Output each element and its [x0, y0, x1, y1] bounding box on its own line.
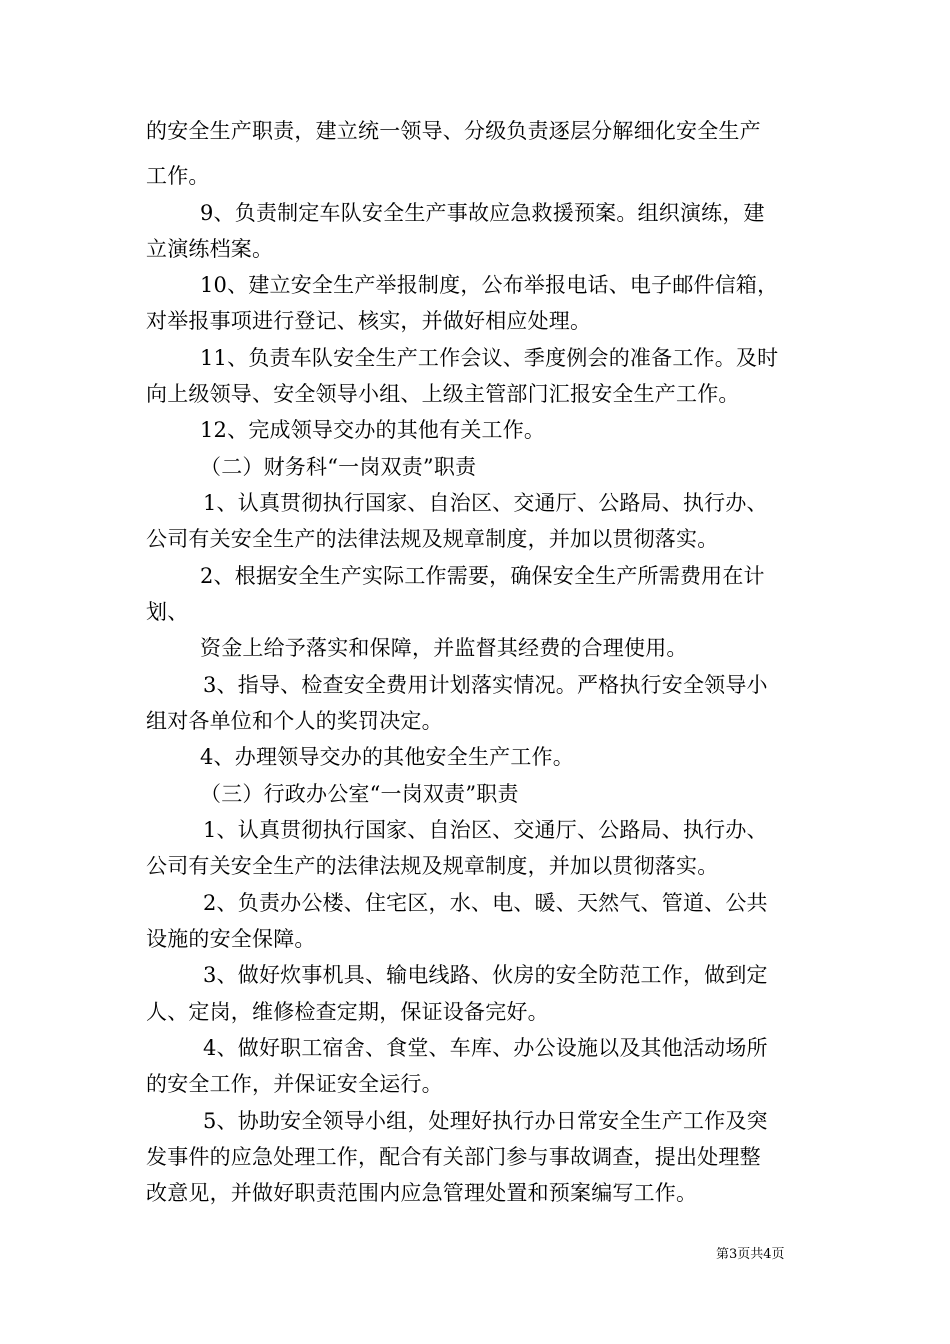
text-line: 4、办理领导交办的其他安全生产工作。 [200, 745, 574, 769]
text-line: 2、根据安全生产实际工作需要，确保安全生产所需费用在计 [200, 564, 765, 588]
text-line: 4、做好职工宿舍、食堂、车库、办公设施以及其他活动场所 [203, 1036, 768, 1060]
text-line: 对举报事项进行登记、核实，并做好相应处理。 [146, 309, 592, 333]
text-line: 公司有关安全生产的法律法规及规章制度，并加以贯彻落实。 [146, 854, 719, 878]
text-line: 5、协助安全领导小组，处理好执行办日常安全生产工作及突 [203, 1109, 768, 1133]
text-line: 1、认真贯彻执行国家、自治区、交通厅、公路局、执行办、 [203, 491, 768, 515]
text-line: 的安全工作，并保证安全运行。 [146, 1072, 443, 1096]
section-heading: （三）行政办公室“一岗双责”职责 [200, 782, 519, 806]
text-line: 2、负责办公楼、住宅区，水、电、暖、天然气、管道、公共 [203, 891, 768, 915]
text-line: 工作。 [146, 164, 210, 188]
text-line: 组对各单位和个人的奖罚决定。 [146, 709, 443, 733]
page-number: 第3页共4页 [716, 1247, 785, 1262]
text-line: 3、做好炊事机具、输电线路、伙房的安全防范工作，做到定 [203, 963, 768, 987]
text-line: 公司有关安全生产的法律法规及规章制度，并加以贯彻落实。 [146, 527, 719, 551]
text-line: 划、 [146, 600, 189, 624]
text-line: 10、建立安全生产举报制度，公布举报电话、电子邮件信箱， [200, 273, 779, 297]
text-line: 9、负责制定车队安全生产事故应急救援预案。组织演练，建 [200, 201, 765, 225]
text-line: 1、认真贯彻执行国家、自治区、交通厅、公路局、执行办、 [203, 818, 768, 842]
text-line: 发事件的应急处理工作，配合有关部门参与事故调查，提出处理整 [146, 1145, 761, 1169]
text-line: 资金上给予落实和保障，并监督其经费的合理使用。 [200, 636, 688, 660]
text-line: 3、指导、检查安全费用计划落实情况。严格执行安全领导小 [203, 673, 768, 697]
text-line: 向上级领导、安全领导小组、上级主管部门汇报安全生产工作。 [146, 382, 740, 406]
section-heading: （二）财务科“一岗双责”职责 [200, 455, 477, 479]
text-line: 人、定岗，维修检查定期，保证设备完好。 [146, 1000, 549, 1024]
text-line: 11、负责车队安全生产工作会议、季度例会的准备工作。及时 [200, 346, 779, 370]
text-line: 设施的安全保障。 [146, 927, 316, 951]
text-line: 的安全生产职责，建立统一领导、分级负责逐层分解细化安全生产 [146, 119, 761, 143]
text-line: 12、完成领导交办的其他有关工作。 [200, 418, 546, 442]
text-line: 改意见，并做好职责范围内应急管理处置和预案编写工作。 [146, 1181, 698, 1205]
text-line: 立演练档案。 [146, 237, 274, 261]
